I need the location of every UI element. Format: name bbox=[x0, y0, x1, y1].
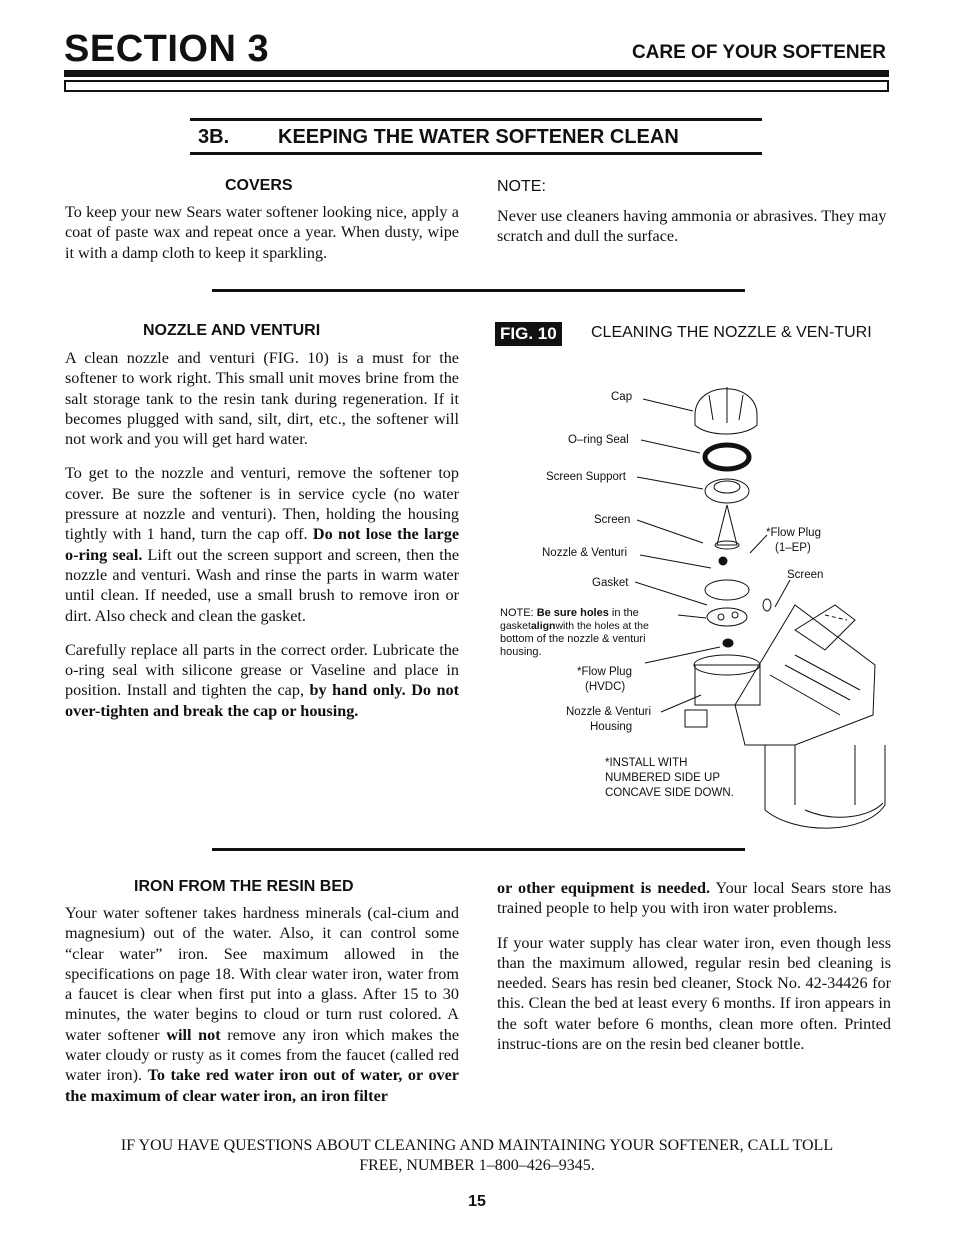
label-install-2: NUMBERED SIDE UP bbox=[605, 772, 721, 784]
footer-contact bbox=[64, 1136, 890, 1176]
header-rule-box bbox=[64, 80, 889, 92]
note-text: Never use cleaners having ammonia or abrasives. They may scratch and dull the surface. bbox=[497, 207, 887, 246]
iron-p1-bold-start: To take red water iron out of water, or over the maximum of clear water iron, an iron filter bbox=[65, 1066, 459, 1105]
leader-screen-right bbox=[775, 580, 790, 607]
cap-shape bbox=[695, 389, 757, 434]
nozzle-paragraph-1: A clean nozzle and venturi (FIG. 10) is a must for the softener to work right. This small unit moves brine from the salt storage tank to the resin tank during regeneration. If it becomes plugged with sand, silt, dirt, etc., the softener will not work and you will get hard water. bbox=[65, 349, 459, 449]
nozzle-p2-warning: Do not lose the large o-ring seal. bbox=[65, 525, 460, 564]
nozzle-p3-start: Carefully replace all parts in the correct order. Lubricate the o-ring seal with silicone grease or Vaseline and place in position. Install and tighten the cap, bbox=[65, 640, 459, 700]
label-housing-1: Nozzle & Venturi bbox=[566, 706, 652, 718]
note-heading: NOTE: bbox=[497, 178, 546, 195]
iron-text-left bbox=[65, 903, 459, 1106]
nozzle-p2-start: To get to the nozzle and venturi, remove the softener top cover. Be sure the softener is in service cycle (no water pressure at nozzle and venturi). Then, holding the housing tightly with 1 hand, turn the cap off. bbox=[65, 464, 459, 544]
chapter-title: CARE OF YOUR SOFTENER bbox=[631, 42, 886, 63]
leader-screen-support bbox=[637, 477, 703, 489]
label-gasket: Gasket bbox=[592, 577, 629, 589]
leader-gasket bbox=[635, 582, 707, 605]
divider-2 bbox=[212, 848, 745, 851]
valve-body-shape bbox=[735, 605, 875, 745]
iron-p1-bold-end: or other equipment is needed. bbox=[497, 879, 711, 897]
figure-badge: FIG. 10 bbox=[495, 322, 562, 346]
label-screen: Screen bbox=[594, 514, 631, 526]
nozzle-paragraph-2 bbox=[65, 463, 459, 625]
iron-p1-middle: remove any iron which makes the water cloudy or rusty as it comes from the faucet (called red water iron). bbox=[65, 1025, 460, 1085]
label-flow-plug-hvdc-1: *Flow Plug bbox=[577, 666, 632, 678]
nozzle-p2-end: Lift out the screen support and screen, then the nozzle and venturi. Wash and rinse the parts in warm water until clean. If needed, use a small brush to remove iron or dirt. Also check and clean the gasket. bbox=[65, 545, 460, 625]
label-flow-plug-ep-1: *Flow Plug bbox=[766, 527, 821, 539]
screen-support-shape bbox=[705, 479, 749, 503]
label-note-2: gasketalignwith the holes at the bbox=[500, 620, 649, 632]
label-note-1: NOTE: Be sure holes in the bbox=[500, 607, 639, 619]
page-number: 15 bbox=[468, 1193, 486, 1210]
label-screen-support: Screen Support bbox=[546, 471, 626, 483]
subsection-number: 3B. bbox=[198, 126, 230, 148]
subsection-heading bbox=[198, 126, 679, 149]
iron-heading: IRON FROM THE RESIN BED bbox=[134, 878, 354, 895]
label-flow-plug-ep-2: (1–EP) bbox=[775, 542, 811, 554]
iron-text-right bbox=[497, 878, 891, 1068]
divider-1 bbox=[212, 289, 745, 292]
figure-title: CLEANING THE NOZZLE & VEN-TURI bbox=[591, 324, 872, 341]
nozzle-shape bbox=[719, 557, 727, 565]
subsection-rule-top bbox=[190, 118, 762, 121]
label-install-3: CONCAVE SIDE DOWN. bbox=[605, 787, 734, 799]
nozzle-text bbox=[65, 348, 459, 735]
subsection-rule-bottom bbox=[190, 152, 762, 155]
label-oring: O–ring Seal bbox=[568, 434, 629, 446]
nozzle-heading: NOZZLE AND VENTURI bbox=[143, 322, 321, 339]
gasket-shape bbox=[705, 580, 749, 600]
nozzle-p3-warning: by hand only. Do not over-tighten and break the cap or housing. bbox=[65, 681, 460, 720]
footer-line-1: IF YOU HAVE QUESTIONS ABOUT CLEANING AND MAINTAINING YOUR SOFTENER, CALL TOLL bbox=[120, 1137, 834, 1154]
label-housing-2: Housing bbox=[590, 721, 633, 733]
oring-shape bbox=[705, 445, 749, 469]
label-note-3: bottom of the nozzle & venturi bbox=[500, 633, 646, 645]
label-screen-right: Screen bbox=[787, 569, 824, 581]
subsection-title: KEEPING THE WATER SOFTENER CLEAN bbox=[278, 126, 679, 148]
iron-p1-start: Your water softener takes hardness minerals (cal-cium and magnesium) out of the water. Also, it can control some “clear water” iron. See maximum allowed in the specifications on page 18. With clear water iron, water from a faucet is clear when first put into a glass. After 15 to 30 minutes, the water begins to cloud or turn rust colored. A water softener bbox=[65, 904, 459, 1044]
footer-line-2: FREE, NUMBER 1–800–426–9345. bbox=[359, 1157, 595, 1174]
nozzle-venturi-diagram bbox=[495, 365, 895, 835]
screen-shape bbox=[717, 505, 737, 545]
nozzle-paragraph-3 bbox=[65, 640, 459, 721]
leader-cap bbox=[643, 399, 693, 411]
leader-flow-plug-ep bbox=[750, 535, 767, 553]
iron-p1-end: Your local Sears store has trained people to help you with iron water problems. bbox=[497, 879, 892, 918]
section-title: SECTION 3 bbox=[64, 28, 270, 70]
label-install-1: *INSTALL WITH bbox=[605, 757, 688, 769]
leader-note bbox=[678, 615, 706, 618]
leader-oring bbox=[641, 440, 700, 453]
iron-p1-continued bbox=[497, 878, 891, 919]
housing-shape bbox=[695, 665, 760, 705]
header-rule bbox=[64, 70, 889, 77]
covers-text: To keep your new Sears water softener looking nice, apply a coat of paste wax and repeat once a year. When dusty, wipe it with a damp cloth to keep it sparkling. bbox=[65, 203, 459, 262]
leader-nozzle bbox=[640, 555, 711, 568]
covers-heading: COVERS bbox=[225, 177, 293, 194]
leader-flow-plug-hvdc bbox=[645, 647, 720, 663]
iron-p1-will-not: will not bbox=[166, 1025, 221, 1044]
label-note-4: housing. bbox=[500, 646, 542, 658]
label-flow-plug-hvdc-2: (HVDC) bbox=[585, 681, 626, 693]
iron-paragraph-2: If your water supply has clear water iron, even though less than the maximum allowed, regular resin bed cleaning is needed. Sears has resin bed cleaner, Stock No. 42-34426 for this. Clean the bed at least every 6 months. If iron appears in the soft water before 6 months, clean more often. Printed instruc-tions are on the resin bed cleaner bottle. bbox=[497, 933, 891, 1054]
label-nozzle-venturi: Nozzle & Venturi bbox=[542, 547, 628, 559]
label-cap: Cap bbox=[611, 391, 633, 403]
leader-screen bbox=[637, 520, 703, 543]
